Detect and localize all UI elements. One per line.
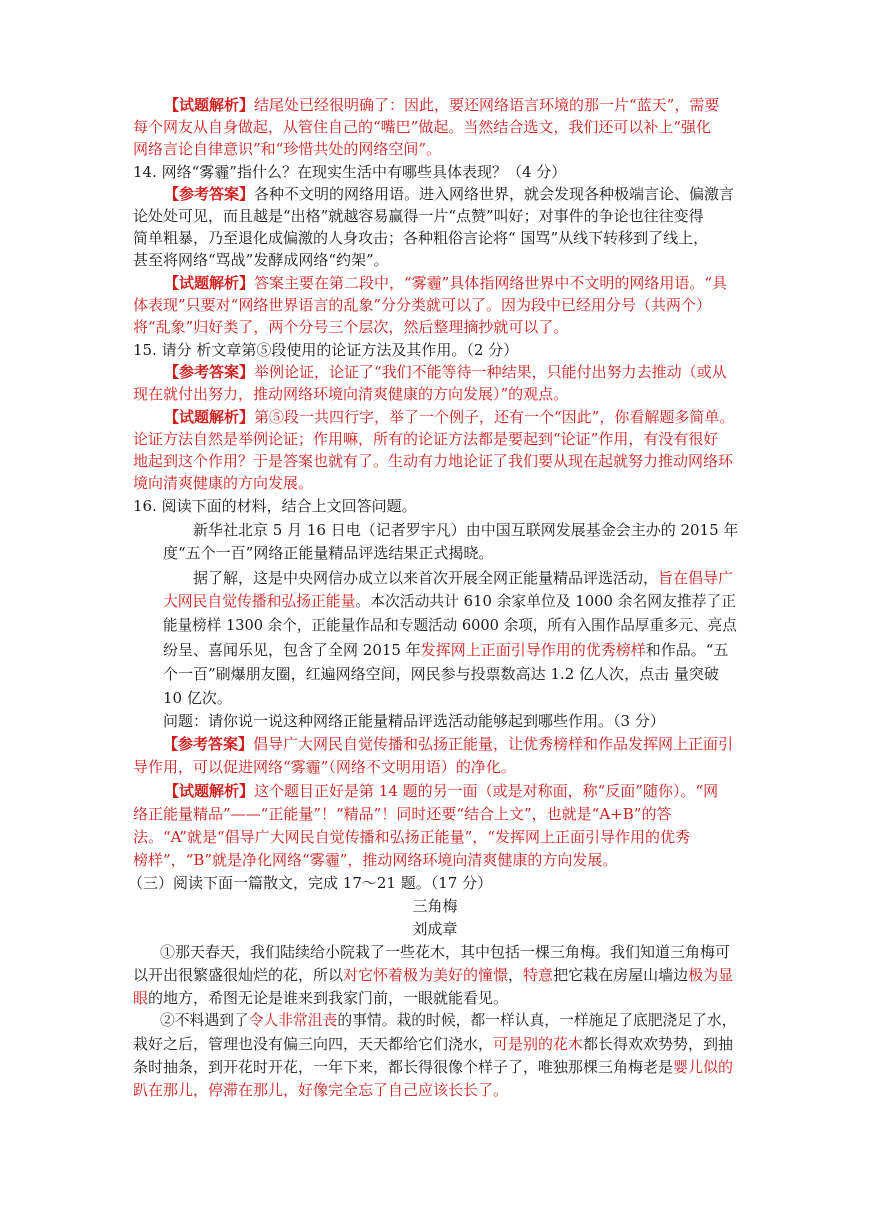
- highlighted-text: 可是别的花木: [493, 1035, 584, 1053]
- text-line: [164, 780, 737, 802]
- highlighted-text: 境向清爽健康的方向发展。: [133, 474, 314, 492]
- body-text: 度“五个一百”网络正能量精品评选结果正式揭晓。: [163, 544, 494, 562]
- highlighted-text: 【试题解析】: [164, 96, 255, 114]
- body-text: 都长得欢欢势势，到抽: [583, 1035, 734, 1053]
- body-text: （三）阅读下面一篇散文，完成 17～21 题。（17 分）: [128, 874, 493, 892]
- text-line: [133, 895, 737, 917]
- text-line: [133, 918, 737, 940]
- body-text: 个一百”刷爆朋友圈，红遍网络空间，网民参与投票数高达 1.2 亿人次，点击 量突破: [163, 665, 719, 683]
- text-line: [133, 1056, 737, 1078]
- body-text: 的地方，希图无论是谁来到我家门前，一眼就能看见。: [148, 989, 509, 1007]
- text-line: [164, 94, 737, 116]
- highlighted-text: 将“乱象”归好类了，两个分号三个层次，然后整理摘抄就可以了。: [133, 318, 569, 336]
- text-line: [133, 116, 737, 138]
- text-line: [133, 826, 737, 848]
- text-line: [133, 249, 737, 271]
- highlighted-text: 【参考答案】: [164, 363, 255, 381]
- highlighted-text: 这个题目正好是第 14 题的另一面（或是对称面，称“反面”随你）。“网: [254, 782, 719, 800]
- text-line: [164, 272, 737, 294]
- body-text: 。本次活动共计 610 余家单位及 1000 余名网友推荐了正: [355, 593, 737, 610]
- highlighted-text: 【试题解析】: [164, 782, 255, 800]
- highlighted-text: 现在就付出努力，推动网络环境向清爽健康的方向发展）”的观点。: [133, 385, 569, 403]
- highlighted-text: 大网民自觉传播和弘扬正能量: [163, 593, 356, 610]
- highlighted-text: 地起到这个作用？于是答案也就有了。生动有力地论证了我们要从现在起就努力推动网络环: [133, 452, 734, 470]
- body-text: ②不料遇到了: [160, 1012, 249, 1029]
- text-line: [160, 1010, 737, 1032]
- body-text: 据了解，这是中央网信办成立以来首次开展全网正能量精品评选活动，: [193, 569, 659, 587]
- text-line: [164, 361, 737, 383]
- text-line: [133, 205, 737, 227]
- body-text: 论处处可见，而且越是“出格”就越容易赢得一片“点赞”叫好；对事件的争论也往往变得: [133, 207, 704, 225]
- highlighted-text: 【参考答案】: [163, 735, 254, 753]
- body-text: 能量榜样 1300 余个，正能量作品和专题活动 6000 余项，所有入围作品厚重多元、亮点: [163, 617, 737, 634]
- body-text: 简单粗暴，乃至退化成偏激的人身攻击；各种粗俗言论将“ 国骂”从线下转移到了线上，: [133, 229, 709, 247]
- text-line: [193, 567, 737, 589]
- body-text: 的事情。栽的时候，都一样认真，一样施足了底肥浇足了水，: [337, 1012, 737, 1029]
- text-line: [128, 872, 737, 894]
- text-line: [163, 542, 737, 564]
- highlighted-text: 【试题解析】: [164, 274, 255, 292]
- body-text: 以开出很繁盛很灿烂的花，所以: [133, 966, 344, 984]
- body-text: 问题：请你说一说这种网络正能量精品评选活动能够起到哪些作用。（3 分）: [163, 712, 665, 730]
- body-text: 和作品。“五: [645, 641, 729, 659]
- highlighted-text: 论证方法自然是举例论证；作用嘛，所有的论证方法都是要起到“论证”作用，有没有很好: [133, 430, 719, 448]
- highlighted-text: 第⑤段一共四行字，举了一个例子，还有一个“因此”，你看解题多简单。: [254, 408, 735, 426]
- highlighted-text: 体表现”只要对“网络世界语言的乱象”分分类就可以了。因为段中已经用分号（共两个）: [133, 296, 712, 314]
- body-text: 15. 请分 析文章第⑤段使用的论证方法及其作用。（2 分）: [133, 341, 519, 359]
- body-text: 16. 阅读下面的材料，结合上文回答问题。: [133, 497, 417, 515]
- highlighted-text: 结尾处已经很明确了：因此，要还网络语言环境的那一片“蓝天”，需要: [254, 96, 720, 114]
- body-text: 14. 网络“雾霾”指什么？在现实生活中有哪些具体表现？（4 分）: [133, 163, 567, 181]
- body-text: 栽好之后，管理也没有偏三向四，天天都给它们浇水，: [133, 1035, 494, 1053]
- body-text: 新华社北京 5 月 16 日电（记者罗宇凡）由中国互联网发展基金会主办的 2015 年: [193, 521, 739, 539]
- body-text: 10 亿次。: [163, 689, 232, 707]
- text-line: [133, 227, 737, 249]
- text-line: [133, 428, 737, 450]
- text-line: [133, 294, 737, 316]
- text-line: [163, 687, 737, 709]
- text-line: [133, 756, 737, 778]
- highlighted-text: 络正能量精品”——“正能量”！“精品”！同时还要“结合上文”，也就是“A+B”的答: [133, 805, 672, 823]
- text-line: [163, 639, 737, 661]
- highlighted-text: 婴儿似的: [673, 1058, 734, 1076]
- body-text: 各种不文明的网络用语。进入网络世界，就会发现各种极端言论、偏激言: [254, 185, 735, 203]
- highlighted-text: 倡导广大网民自觉传播和弘扬正能量，让优秀榜样和作品发挥网上正面引: [253, 735, 734, 753]
- body-text: 条时抽条，到开花时开花，一年下来，都长得很像个样子了，唯独那棵三角梅老是: [133, 1058, 674, 1076]
- text-line: [163, 733, 737, 755]
- text-line: [163, 591, 737, 613]
- highlighted-text: 对它怀着极为美好的憧憬: [343, 966, 509, 984]
- highlighted-text: 旨在倡导广: [658, 569, 734, 587]
- text-line: [164, 183, 737, 205]
- highlighted-text: 法。“A”就是“倡导广大网民自觉传播和弘扬正能量”，“发挥网上正面引导作用的优秀: [133, 828, 690, 846]
- text-line: [133, 472, 737, 494]
- text-line: [160, 941, 737, 963]
- highlighted-text: 【参考答案】: [164, 185, 255, 203]
- text-line: [133, 383, 737, 405]
- text-line: [163, 710, 737, 732]
- highlighted-text: 趴在那儿，停滞在那儿，好像完全忘了自己应该长长了。: [133, 1081, 509, 1099]
- text-line: [133, 803, 737, 825]
- text-line: [133, 339, 737, 361]
- body-text: ①那天春天，我们陆续给小院栽了一些花木，其中包括一棵三角梅。我们知道三角梅可: [160, 943, 731, 961]
- text-line: [133, 849, 737, 871]
- text-line: [133, 450, 737, 472]
- text-line: [133, 987, 737, 1009]
- highlighted-text: 导作用，可以促进网络“雾霾”（网络不文明用语）的净化。: [133, 758, 516, 776]
- text-line: [163, 615, 737, 637]
- highlighted-text: 特意: [523, 966, 554, 984]
- highlighted-text: 每个网友从自身做起，从管住自己的“嘴巴”做起。当然结合选文，我们还可以补上“强化: [133, 118, 712, 136]
- highlighted-text: 眼: [133, 989, 149, 1007]
- text-line: [133, 138, 737, 160]
- highlighted-text: 【试题解析】: [164, 408, 255, 426]
- text-line: [133, 1079, 737, 1101]
- highlighted-text: 发挥网上正面引导作用的优秀榜样: [420, 641, 646, 659]
- highlighted-text: 极为显: [688, 966, 734, 984]
- text-line: [133, 495, 737, 517]
- text-line: [133, 1033, 737, 1055]
- body-text: 把它栽在房屋山墙边: [553, 966, 689, 984]
- text-line: [133, 316, 737, 338]
- highlighted-text: 网络言论自律意识”和“珍惜共处的网络空间”。: [133, 140, 442, 158]
- text-line: [193, 519, 737, 541]
- body-text: ，: [508, 966, 524, 984]
- text-line: [163, 663, 737, 685]
- body-text: 甚至将网络“骂战”发酵成网络“约架”。: [133, 251, 389, 269]
- highlighted-text: 令人非常沮丧: [248, 1012, 338, 1029]
- text-line: [133, 964, 737, 986]
- highlighted-text: 答案主要在第二段中，“雾霾”具体指网络世界中不文明的网络用语。“具: [254, 274, 728, 292]
- body-text: 刘成章: [412, 920, 458, 938]
- text-line: [133, 161, 737, 183]
- body-text: 纷呈、喜闻乐见，包含了全网 2015 年: [163, 641, 421, 659]
- highlighted-text: 榜样”，“B”就是净化网络“雾霾”，推动网络环境向清爽健康的方向发展。: [133, 851, 618, 869]
- text-line: [164, 406, 737, 428]
- body-text: 三角梅: [412, 897, 458, 915]
- highlighted-text: 举例论证，论证了“我们不能等待一种结果，只能付出努力去推动（或从: [254, 363, 727, 381]
